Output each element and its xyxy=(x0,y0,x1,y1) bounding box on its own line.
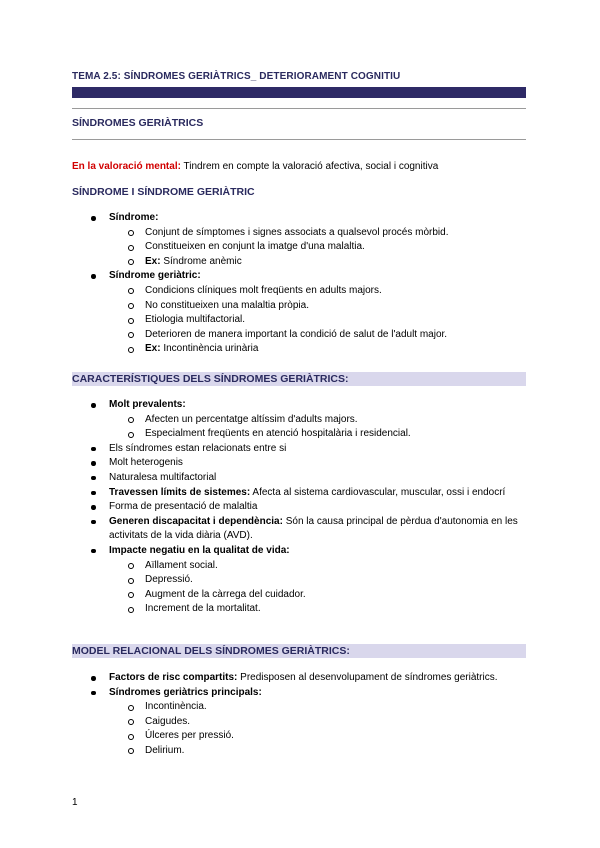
list-item: Constitueixen en conjunt la imatge d'una malaltia. xyxy=(72,240,526,255)
title-bar xyxy=(72,87,526,98)
list-item: Incontinència. xyxy=(72,700,526,715)
list-item: Conjunt de símptomes i signes associats a qualsevol procés mòrbid. xyxy=(72,226,526,241)
factors-text: Predisposen al desenvolupament de síndromes geriàtrics. xyxy=(237,672,498,683)
list-item xyxy=(72,269,526,284)
model-heading: MODEL RELACIONAL DELS SÍNDROMES GERIÀTRICS: xyxy=(72,644,526,658)
list-item: No constitueixen una malaltia pròpia. xyxy=(72,299,526,314)
example-label: Ex: xyxy=(145,255,161,267)
example-text: Incontinència urinària xyxy=(160,343,259,355)
model-list xyxy=(72,671,526,759)
sindrome-list xyxy=(72,211,526,357)
list-item xyxy=(72,515,526,544)
list-item xyxy=(72,398,526,413)
list-item: Depressió. xyxy=(72,573,526,588)
list-item: Condicions clíniques molt freqüents en adults majors. xyxy=(72,284,526,299)
document-title: TEMA 2.5: SÍNDROMES GERIÀTRICS_ DETERIORAMENT COGNITIU xyxy=(72,71,401,82)
sindrome-heading: SÍNDROME I SÍNDROME GERIÀTRIC xyxy=(72,186,255,198)
caracteristiques-list xyxy=(72,398,526,617)
travessen-text: Afecta al sistema cardiovascular, muscular, ossi i endocrí xyxy=(250,486,506,498)
list-item xyxy=(72,342,526,357)
list-item: Forma de presentació de malaltia xyxy=(72,500,526,515)
list-item xyxy=(72,686,526,701)
list-item xyxy=(72,544,526,559)
list-item: Augment de la càrrega del cuidador. xyxy=(72,588,526,603)
list-item: Caigudes. xyxy=(72,715,526,730)
travessen-label: Travessen límits de sistemes: xyxy=(109,486,251,498)
example-text: Síndrome anèmic xyxy=(160,255,242,267)
example-label: Ex: xyxy=(145,343,161,355)
list-item xyxy=(72,211,526,226)
sindrome-label: Síndrome: xyxy=(109,212,159,223)
list-item: Molt heterogenis xyxy=(72,456,526,471)
list-item: Úlceres per pressió. xyxy=(72,729,526,744)
list-item xyxy=(72,255,526,270)
list-item: Aïllament social. xyxy=(72,559,526,574)
valoracio-label: En la valoració mental: xyxy=(72,161,181,172)
divider xyxy=(72,139,526,140)
valoracio-text: Tindrem en compte la valoració afectiva, social i cognitiva xyxy=(180,161,439,172)
list-item xyxy=(72,486,526,501)
impacte-label: Impacte negatiu en la qualitat de vida: xyxy=(109,544,290,556)
sindrome-geriatric-label: Síndrome geriàtric: xyxy=(109,270,201,282)
list-item: Afecten un percentatge altíssim d'adults majors. xyxy=(72,413,526,428)
list-item: Increment de la mortalitat. xyxy=(72,602,526,617)
list-item: Deterioren de manera important la condició de salut de l'adult major. xyxy=(72,328,526,343)
list-item: Etiologia multifactorial. xyxy=(72,313,526,328)
list-item: Especialment freqüents en atenció hospitalària i residencial. xyxy=(72,427,526,442)
list-item: Els síndromes estan relacionats entre si xyxy=(72,442,526,457)
factors-label: Factors de risc compartits: xyxy=(109,672,238,683)
divider xyxy=(72,108,526,109)
list-item: Delirium. xyxy=(72,744,526,759)
list-item xyxy=(72,671,526,686)
valoracio-paragraph xyxy=(72,161,438,172)
prevalents-label: Molt prevalents: xyxy=(109,399,186,410)
generen-label: Generen discapacitat i dependència: xyxy=(109,515,283,527)
section-title: SÍNDROMES GERIÀTRICS xyxy=(72,117,204,129)
page-number: 1 xyxy=(72,797,78,808)
generen-text: Són la causa principal de pèrdua d'autonomia en les activitats de la vida diària (AVD). xyxy=(109,515,518,542)
caracteristiques-heading: CARACTERÍSTIQUES DELS SÍNDROMES GERIÀTRICS: xyxy=(72,372,526,386)
principals-label: Síndromes geriàtrics principals: xyxy=(109,686,262,698)
list-item: Naturalesa multifactorial xyxy=(72,471,526,486)
